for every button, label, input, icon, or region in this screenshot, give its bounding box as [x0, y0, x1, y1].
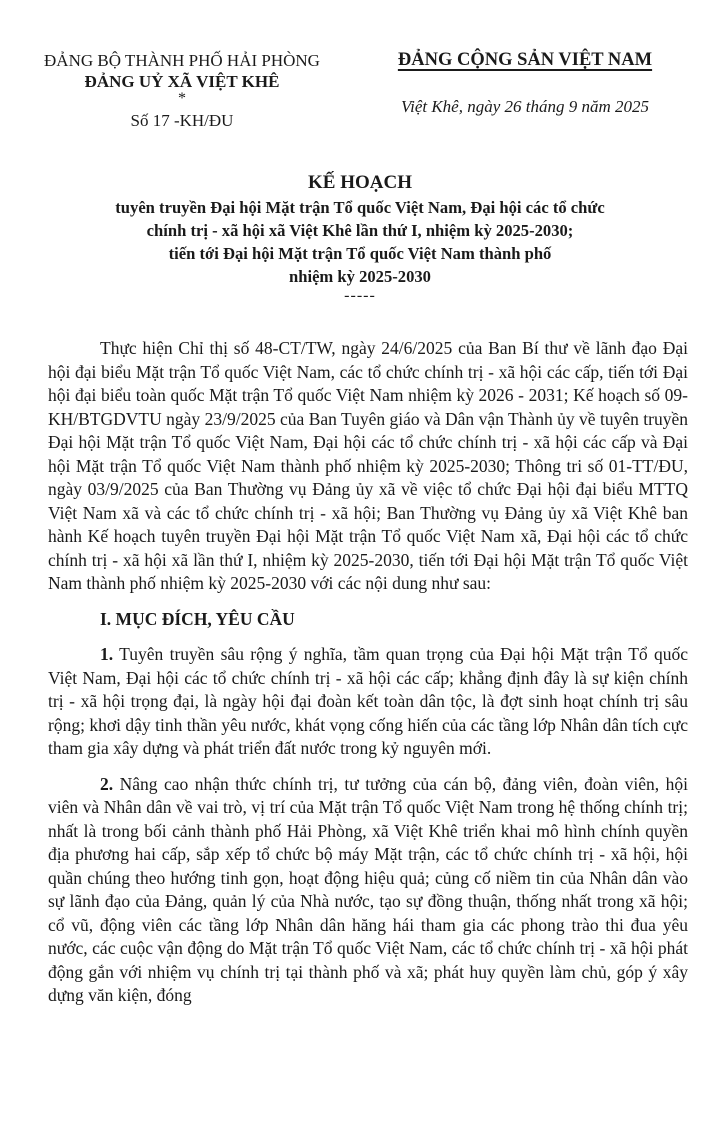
org-parent: ĐẢNG BỘ THÀNH PHỐ HẢI PHÒNG: [44, 51, 320, 70]
doc-number: Số 17 -KH/ĐU: [130, 111, 234, 130]
title-line: chính trị - xã hội xã Việt Khê lần thứ I, nhiệm kỳ 2025-2030;: [146, 221, 574, 240]
item-number: 2.: [100, 773, 114, 794]
item-number: 1.: [100, 644, 114, 664]
item-text: Nâng cao nhận thức chính trị, tư tưởng của cán bộ, đảng viên, đoàn viên, hội viên và Nhân dân về vai trò, vị trí của Mặt trận Tổ quốc Việt Nam trong hệ thống chính trị; nhất là trong bối cảnh thành phố Hải Phòng, xã Việt Khê triển khai mô hình chính quyền địa phương hai cấp, sắp xếp tổ chức bộ máy Mặt trận, các tổ chức chính trị - xã hội, hội quần chúng theo hướng tinh gọn, hoạt động hiệu quả; củng cố niềm tin của Nhân dân vào sự lãnh đạo của Đảng, quản lý của Nhà nước, tạo sự đồng thuận, thống nhất trong xã hội; cổ vũ, động viên các tầng lớp Nhân dân hăng hái tham gia các phong trào thi đua yêu nước, các cuộc vận động do Mặt trận Tổ quốc Việt Nam, các tổ chức chính trị - xã hội phát động gắn với nhiệm vụ chính trị tại thành phố và xã; phát huy quyền làm chủ, góp ý xây dựng văn kiện, đóng: [48, 773, 688, 1005]
header-left: [22, 50, 342, 131]
document-title: [40, 170, 680, 304]
title-line: nhiệm kỳ 2025-2030: [289, 267, 431, 286]
document-body: [48, 337, 688, 1008]
item-text: Tuyên truyền sâu rộng ý nghĩa, tầm quan trọng của Đại hội Mặt trận Tổ quốc Việt Nam, Đại hội các tổ chức chính trị - xã hội các cấp; khẳng định đây là sự kiện chính trị - xã hội trọng đại, là ngày hội đại đoàn kết toàn dân tộc, là đợt sinh hoạt chính trị sâu rộng; khơi dậy tinh thần yêu nước, khát vọng cống hiến của các tầng lớp Nhân dân tích cực tham gia xây dựng và phát triển đất nước trong kỷ nguyên mới.: [48, 644, 689, 758]
list-item: [48, 643, 688, 761]
title-main: KẾ HOẠCH: [308, 172, 412, 193]
party-name: ĐẢNG CỘNG SẢN VIỆT NAM: [397, 50, 653, 70]
title-line: tiến tới Đại hội Mặt trận Tổ quốc Việt Nam thành phố: [168, 244, 552, 263]
org-name: ĐẢNG UỶ XÃ VIỆT KHÊ: [84, 72, 280, 91]
section-heading: I. MỤC ĐÍCH, YÊU CẦU: [100, 608, 295, 629]
place-date: Việt Khê, ngày 26 tháng 9 năm 2025: [400, 97, 650, 116]
star-mark: *: [178, 90, 186, 107]
intro-paragraph: Thực hiện Chỉ thị số 48-CT/TW, ngày 24/6/2025 của Ban Bí thư về lãnh đạo Đại hội đại biểu Mặt trận Tổ quốc Việt Nam, các tổ chức chính trị - xã hội các cấp, tiến tới Đại hội đại biểu toàn quốc Mặt trận Tổ quốc Việt Nam nhiệm kỳ 2026 - 2031; Kế hoạch số 09-KH/BTGDVTU ngày 23/9/2025 của Ban Tuyên giáo và Dân vận Thành ủy về tuyên truyền Đại hội Mặt trận Tổ quốc Việt Nam, Đại hội các tổ chức chính trị - xã hội các cấp và Đại hội Mặt trận Tổ quốc Việt Nam thành phố nhiệm kỳ 2025-2030; Thông tri số 01-TT/ĐU, ngày 03/9/2025 của Ban Thường vụ Đảng ủy xã về việc tổ chức Đại hội đại biểu MTTQ Việt Nam xã và các tổ chức chính trị - xã hội; Ban Thường vụ Đảng ủy xã Việt Khê ban hành Kế hoạch tuyên truyền Đại hội Mặt trận Tổ quốc Việt Nam xã, Đại hội các tổ chức chính trị - xã hội xã lần thứ I, nhiệm kỳ 2025-2030, tiến tới Đại hội Mặt trận Tổ quốc Việt Nam thành phố nhiệm kỳ 2025-2030 với các nội dung như sau:: [48, 338, 688, 593]
list-item: [48, 773, 688, 1008]
title-line: tuyên truyền Đại hội Mặt trận Tổ quốc Việt Nam, Đại hội các tổ chức: [115, 198, 605, 217]
title-separator: -----: [344, 287, 376, 304]
header-right: [370, 48, 680, 118]
